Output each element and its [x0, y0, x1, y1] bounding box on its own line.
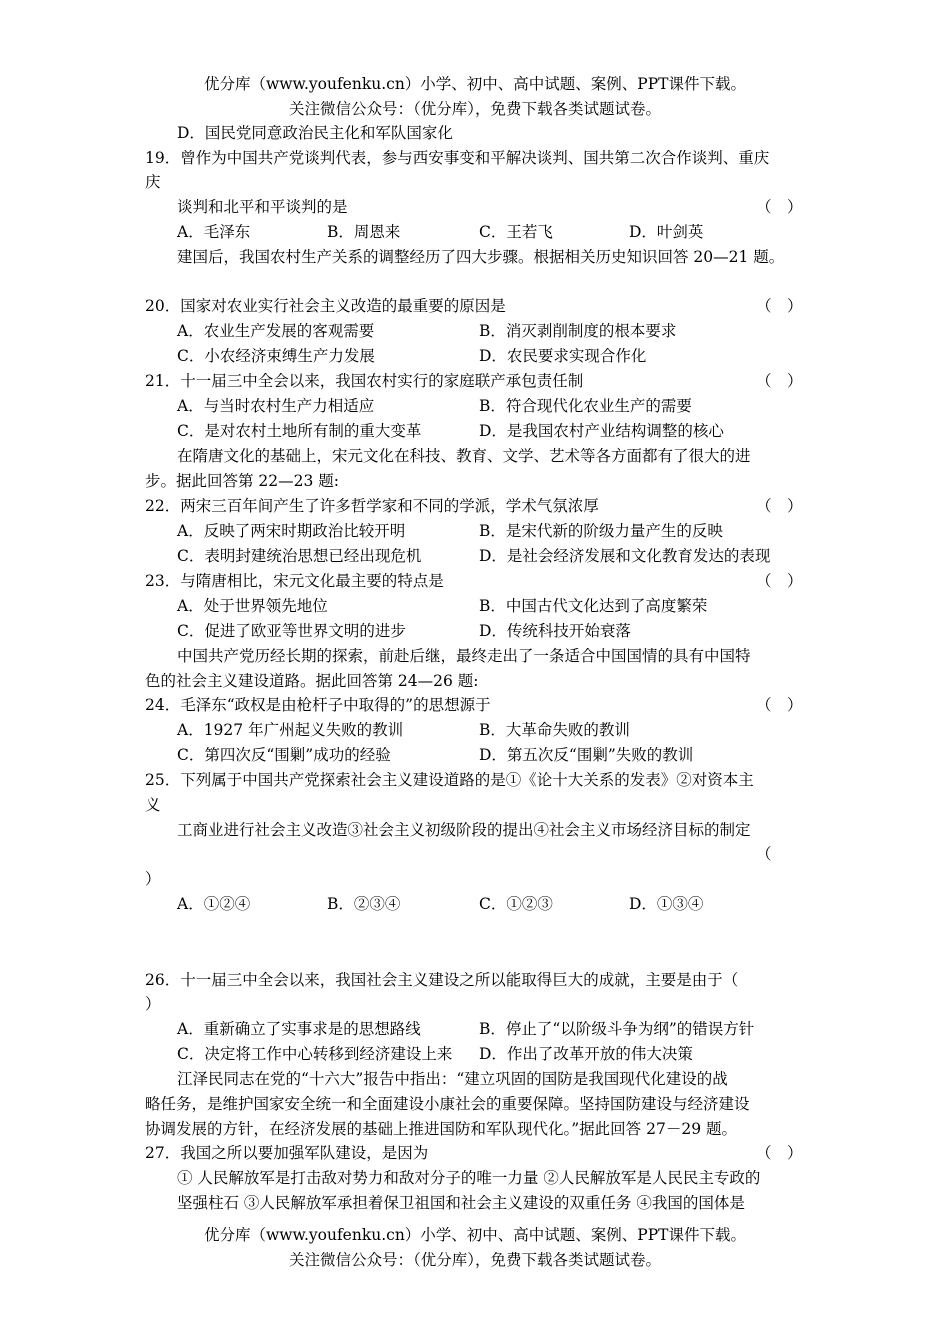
page-header-line-1: 优分库（www.youfenku.cn）小学、初中、高中试题、案例、PPT课件下载。 — [203, 75, 747, 93]
q23-stem — [145, 569, 825, 593]
intro-24-26-line-1: 中国共产党历经长期的探索，前赴后继，最终走出了一条适合中国国情的具有中国特 — [177, 647, 751, 665]
q19-answer-paren: （ ） — [756, 198, 803, 216]
q22-options-row-2 — [177, 544, 857, 568]
q27-body-line-1: ① 人民解放军是打击敌对势力和敌对分子的唯一力量 ②人民解放军是人民民主专政的 — [177, 1169, 761, 1187]
q22-option-d: D．是社会经济发展和文化教育发达的表现 — [479, 547, 771, 565]
q23-option-a: A．处于世界领先地位 — [177, 597, 328, 615]
q23-option-c: C．促进了欧亚等世界文明的进步 — [177, 622, 406, 640]
q27-body-line-2: 坚强柱石 ③人民解放军承担着保卫祖国和社会主义建设的双重任务 ④我国的国体是 — [177, 1194, 745, 1212]
q19-stem-wrap: 庆 — [145, 173, 161, 191]
q26-options-row-2 — [177, 1042, 857, 1066]
q24-option-d: D．第五次反“围剿”失败的教训 — [479, 746, 694, 764]
q27-stem-text: 27．我国之所以要加强军队建设，是因为 — [145, 1144, 429, 1162]
intro-27-29-line-2: 略任务，是维护国家安全统一和全面建设小康社会的重要保障。坚持国防建设与经济建设 — [145, 1095, 750, 1113]
q22-options-row-1 — [177, 519, 857, 543]
q24-answer-paren: （ ） — [756, 696, 803, 714]
q22-option-b: B．是宋代新的阶级力量产生的反映 — [479, 522, 723, 540]
q26-option-d: D．作出了改革开放的伟大决策 — [479, 1045, 693, 1063]
q25-option-c: C．①②③ — [479, 895, 553, 913]
q24-options-row-1 — [177, 718, 857, 742]
page-footer-line-1: 优分库（www.youfenku.cn）小学、初中、高中试题、案例、PPT课件下载。 — [203, 1226, 747, 1244]
q27-answer-paren: （ ） — [756, 1144, 803, 1162]
intro-27-29-line-3: 协调发展的方针，在经济发展的基础上推进国防和军队现代化。”据此回答 27－29 题。 — [145, 1120, 737, 1138]
q26-stem: 26．十一届三中全会以来，我国社会主义建设之所以能取得巨大的成就，主要是由于（ — [145, 971, 739, 989]
q23-stem-text: 23．与隋唐相比，宋元文化最主要的特点是 — [145, 572, 444, 590]
q21-options-row-1 — [177, 394, 857, 418]
q21-answer-paren: （ ） — [756, 372, 803, 390]
q25-stem: 25．下列属于中国共产党探索社会主义建设道路的是①《论十大关系的发表》②对资本主 — [145, 771, 754, 789]
q23-options-row-2 — [177, 619, 857, 643]
q23-answer-paren: （ ） — [756, 572, 803, 590]
q22-stem — [145, 494, 825, 518]
q24-option-a: A．1927 年广州起义失败的教训 — [177, 721, 404, 739]
page-footer-line-2: 关注微信公众号：（优分库），免费下载各类试题试卷。 — [288, 1251, 661, 1269]
intro-24-26-line-2: 色的社会主义建设道路。据此回答第 24—26 题: — [145, 672, 479, 690]
q20-stem — [145, 294, 825, 318]
q23-option-d: D．传统科技开始衰落 — [479, 622, 631, 640]
intro-22-23-line-2: 步。据此回答第 22—23 题: — [145, 472, 340, 490]
q19-option-b: B．周恩来 — [327, 223, 401, 241]
q20-answer-paren: （ ） — [756, 297, 803, 315]
q25-paren-open: （ — [756, 845, 772, 863]
q19-stem-text: 谈判和北平和平谈判的是 — [177, 198, 348, 216]
intro-20-21: 建国后，我国农村生产关系的调整经历了四大步骤。根据相关历史知识回答 20—21 题。 — [177, 248, 785, 266]
q21-stem-text: 21．十一届三中全会以来，我国农村实行的家庭联产承包责任制 — [145, 372, 584, 390]
q26-stem-wrap: ） — [145, 995, 161, 1013]
q19-stem: 19．曾作为中国共产党谈判代表，参与西安事变和平解决谈判、国共第二次合作谈判、重庆 — [145, 149, 770, 167]
q25-paren-close: ） — [145, 870, 161, 888]
q25-stem-wrap: 义 — [145, 796, 161, 814]
prev-option-d: D．国民党同意政治民主化和军队国家化 — [177, 124, 453, 142]
q24-options-row-2 — [177, 743, 857, 767]
q20-options-row-2 — [177, 344, 857, 368]
q25-stem-cont: 工商业进行社会主义改造③社会主义初级阶段的提出④社会主义市场经济目标的制定 — [177, 821, 751, 839]
q20-option-b: B．消灭剥削制度的根本要求 — [479, 322, 677, 340]
q22-option-c: C．表明封建统治思想已经出现危机 — [177, 547, 422, 565]
q22-answer-paren: （ ） — [756, 497, 803, 515]
q21-options-row-2 — [177, 419, 857, 443]
q21-option-c: C．是对农村土地所有制的重大变革 — [177, 422, 422, 440]
q20-stem-text: 20．国家对农业实行社会主义改造的最重要的原因是 — [145, 297, 506, 315]
intro-22-23-line-1: 在隋唐文化的基础上，宋元文化在科技、教育、文学、艺术等各方面都有了很大的进 — [177, 447, 751, 465]
q21-option-b: B．符合现代化农业生产的需要 — [479, 397, 692, 415]
q26-option-a: A．重新确立了实事求是的思想路线 — [177, 1020, 421, 1038]
q20-option-c: C．小农经济束缚生产力发展 — [177, 347, 375, 365]
q21-option-d: D．是我国农村产业结构调整的核心 — [479, 422, 724, 440]
q25-option-b: B．②③④ — [327, 895, 401, 913]
q25-option-a: A．①②④ — [177, 895, 251, 913]
q27-stem — [145, 1141, 825, 1165]
q22-option-a: A．反映了两宋时期政治比较开明 — [177, 522, 406, 540]
q22-stem-text: 22．两宋三百年间产生了许多哲学家和不同的学派，学术气氛浓厚 — [145, 497, 599, 515]
page-header-line-2: 关注微信公众号：（优分库），免费下载各类试题试卷。 — [288, 100, 661, 118]
q19-option-c: C．王若飞 — [479, 223, 553, 241]
q26-option-b: B．停止了“以阶级斗争为纲”的错误方针 — [479, 1020, 755, 1038]
q24-option-b: B．大革命失败的教训 — [479, 721, 630, 739]
q19-option-a: A．毛泽东 — [177, 223, 251, 241]
q26-option-c: C．决定将工作中心转移到经济建设上来 — [177, 1045, 453, 1063]
intro-27-29-line-1: 江泽民同志在党的“十六大”报告中指出：“建立巩固的国防是我国现代化建设的战 — [177, 1070, 728, 1088]
q24-stem — [145, 693, 825, 717]
q25-option-d: D．①③④ — [629, 895, 704, 913]
q24-option-c: C．第四次反“围剿”成功的经验 — [177, 746, 391, 764]
q23-option-b: B．中国古代文化达到了高度繁荣 — [479, 597, 708, 615]
q20-option-a: A．农业生产发展的客观需要 — [177, 322, 375, 340]
q19-option-d: D．叶剑英 — [629, 223, 704, 241]
q20-options-row-1 — [177, 319, 857, 343]
q23-options-row-1 — [177, 594, 857, 618]
q26-options-row-1 — [177, 1017, 857, 1041]
q24-stem-text: 24．毛泽东“政权是由枪杆子中取得的”的思想源于 — [145, 696, 491, 714]
q21-stem — [145, 369, 825, 393]
q20-option-d: D．农民要求实现合作化 — [479, 347, 647, 365]
q21-option-a: A．与当时农村生产力相适应 — [177, 397, 375, 415]
q19-stem-cont — [177, 195, 857, 219]
